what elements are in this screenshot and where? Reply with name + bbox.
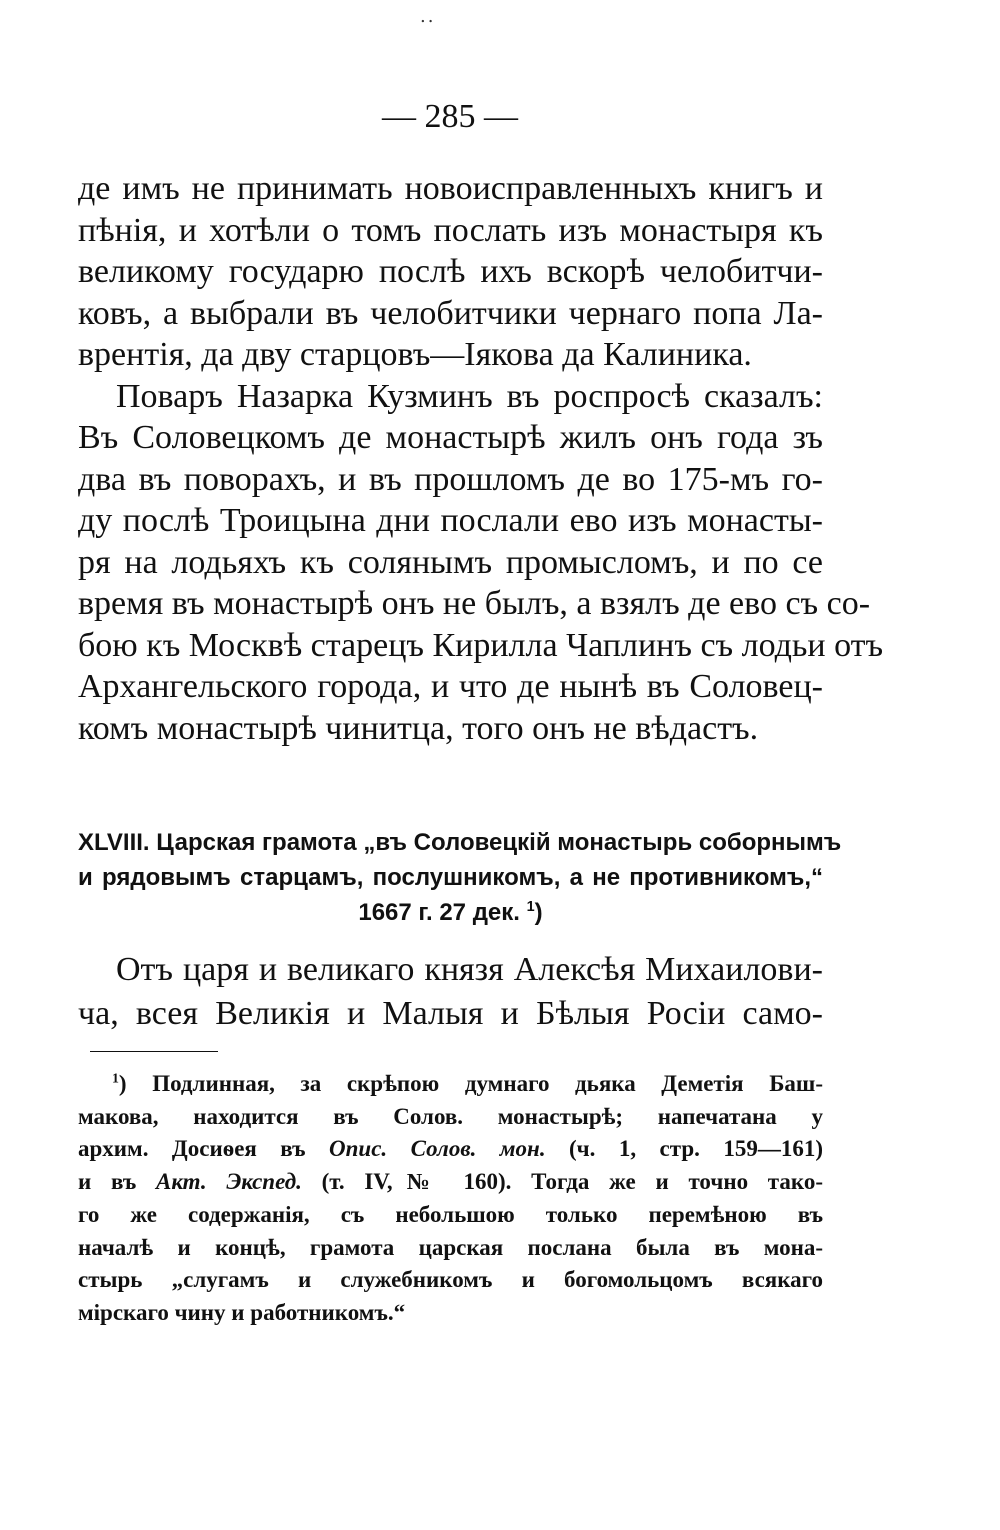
text-line: врентія, да дву старцовъ—Іякова да Калиника. (78, 336, 752, 373)
footnote-line: го же содержанія, съ небольшою только перемѣною въ (78, 1201, 823, 1227)
text-line: два въ поворахъ, и въ прошломъ де во 175-мъ го- (78, 460, 823, 498)
text-line: великому государю послѣ ихъ вскорѣ челобитчи- (78, 253, 823, 290)
footnote-line: архим. Досиѳея въ Опис. Солов. мон. (ч. 1, стр. 159—161) (78, 1136, 823, 1162)
footnote (78, 1068, 823, 1330)
main-text (78, 168, 884, 749)
footnote-divider (90, 1051, 218, 1052)
text-line: Отъ царя и великаго князя Алексѣя Михаилови- (116, 951, 823, 988)
citation-title: Опис. Солов. мон. (329, 1136, 546, 1162)
text-line: Архангельского города, и что де нынѣ въ Соловец- (78, 668, 823, 705)
footnote-marker: 1 (112, 1070, 119, 1086)
footnote-line: $^1$) Подлинная, за скрѣпою думнаго дьяка Деметія Баш- (112, 1070, 823, 1096)
footnote-reference-paren: ) (534, 899, 543, 926)
text-line: ду послѣ Троицына дни послали ево изъ монасты- (78, 502, 823, 539)
section-heading (78, 825, 842, 930)
footnote-line: и въ Акт. Экспед. (т. IV,№ 160). Тогда же и точно тако- (78, 1169, 823, 1195)
text-line: ря на лодьяхъ къ солянымъ промысломъ, и по се (78, 543, 823, 581)
footnote-line: мірскаго чину и работникомъ.“ (78, 1299, 406, 1325)
footnote-line: началѣ и концѣ, грамота царская послана была въ мона- (78, 1234, 823, 1260)
text-line: бою къ Москвѣ старецъ Кирилла Чаплинъ съ лодьи отъ (78, 626, 884, 664)
heading-date-line (78, 895, 823, 930)
text-line: де имъ не принимать новоисправленныхъ книгъ и (78, 170, 823, 207)
text-line: время въ монастырѣ онъ не былъ, а взялъ де ево съ со- (78, 585, 871, 622)
footnote-marker-paren: ) (118, 1071, 127, 1096)
text-line: Въ Соловецкомъ де монастырѣ жилъ онъ года зъ (78, 419, 823, 456)
text-line: ча, всея Великія и Малыя и Бѣлыя Росіи само- (78, 995, 823, 1032)
text-line: ковъ, а выбрали въ челобитчики чернаго попа Ла- (78, 294, 823, 332)
footnote-line: макова, находится въ Солов. монастырѣ; напечатана у (78, 1103, 823, 1129)
top-dots: .. (420, 6, 436, 27)
document-opening-text (78, 948, 823, 1036)
citation-title: Акт. Экспед. (155, 1169, 302, 1195)
page-number: — 285 — (382, 98, 518, 135)
text-line: пѣнія, и хотѣли о томъ послать изъ монастыря къ (78, 211, 823, 249)
heading-line: и рядовымъ старцамъ, послушникомъ, а не противникомъ,“ (78, 864, 823, 891)
footnote-line: стырь „слугамъ и служебникомъ и богомольцомъ всякаго (78, 1267, 823, 1293)
text-line: комъ монастырѣ чинитца, того онъ не вѣдастъ. (78, 709, 759, 747)
footnote-reference: 1 (526, 899, 535, 915)
heading-line: XLVIII. Царская грамота „въ Соловецкій монастырь соборнымъ (78, 829, 842, 856)
text-line: Поваръ Назарка Кузминъ въ роспросѣ сказалъ: (116, 377, 823, 415)
heading-date: 1667 г. 27 дек. (358, 899, 520, 926)
